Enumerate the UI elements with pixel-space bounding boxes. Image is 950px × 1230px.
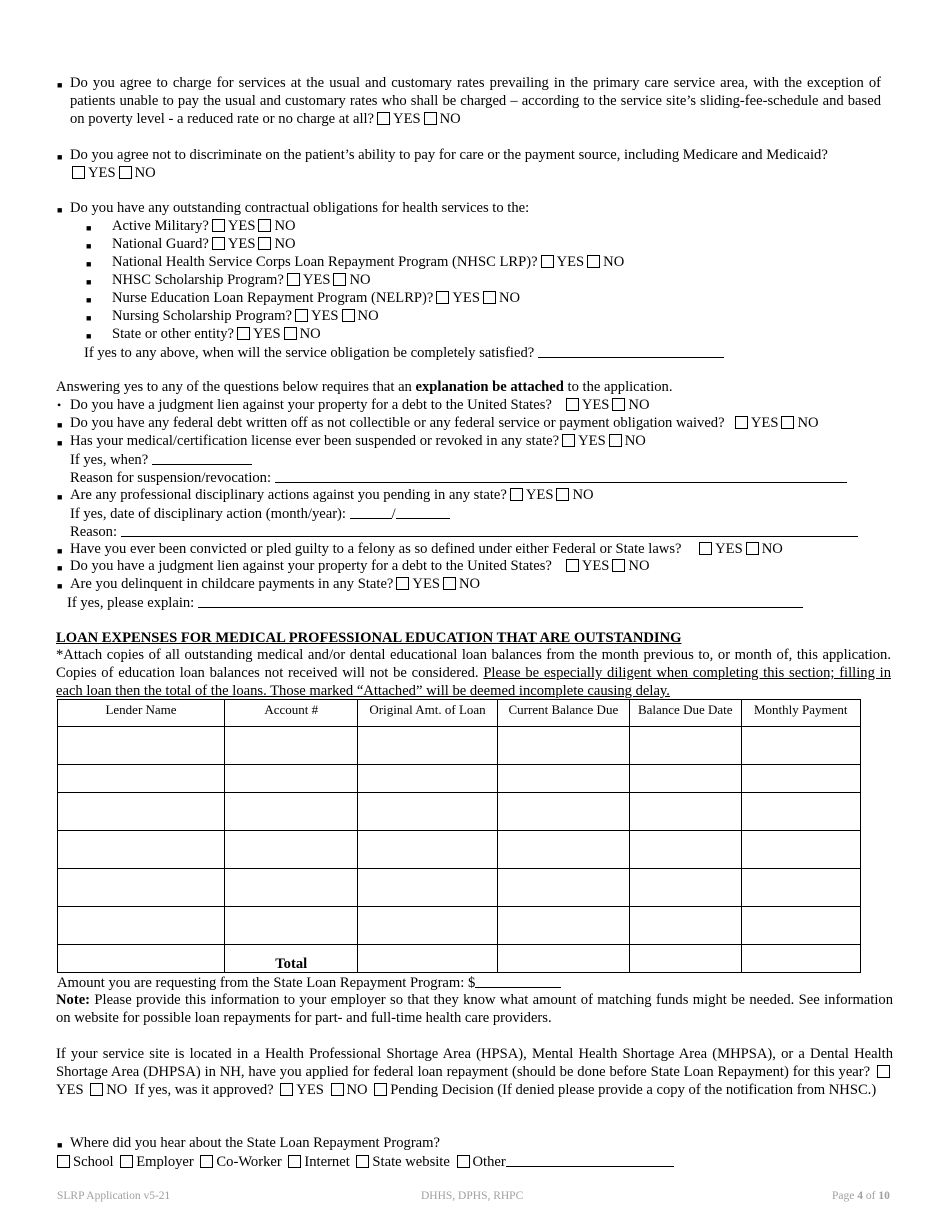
obligation-label: NHSC Scholarship Program? <box>112 272 284 288</box>
table-cell[interactable] <box>630 831 741 869</box>
checkbox-no[interactable] <box>746 542 759 555</box>
question-text: Do you have a judgment lien against your property for a debt to the United States? <box>70 558 552 574</box>
bullet-icon: ■ <box>57 205 63 215</box>
date-label: If yes, date of disciplinary action (month/year): <box>70 506 346 522</box>
no-label: NO <box>628 397 650 413</box>
intro-text-end: to the application. <box>563 379 673 395</box>
checkbox-yes[interactable] <box>510 488 523 501</box>
page-prefix: Page <box>832 1190 858 1202</box>
question-non-discrimination <box>70 146 890 182</box>
column-header: Balance Due Date <box>630 700 741 727</box>
checkbox-yes[interactable] <box>699 542 712 555</box>
checkbox-no[interactable] <box>483 291 496 304</box>
no-label: NO <box>572 487 594 503</box>
question-text: Do you have any federal debt written off as not collectible or any federal service or payment obligation waived? <box>70 415 725 431</box>
disciplinary-reason-field[interactable] <box>121 522 858 537</box>
table-row <box>58 765 861 793</box>
question-text: Are any professional disciplinary actions against you pending in any state? <box>70 487 507 503</box>
table-row <box>58 727 861 765</box>
checkbox-no[interactable] <box>612 398 625 411</box>
checkbox-yes[interactable] <box>237 327 250 340</box>
option-label: Employer <box>136 1154 194 1170</box>
explanation-intro <box>56 378 673 396</box>
checkbox-no[interactable] <box>781 416 794 429</box>
question-disciplinary <box>70 486 594 504</box>
checkbox-no[interactable] <box>119 166 132 179</box>
page-current: 4 <box>857 1190 863 1202</box>
table-cell[interactable] <box>741 831 861 869</box>
explain-label: If yes, please explain: <box>67 595 195 611</box>
hpsa-paragraph <box>56 1045 893 1099</box>
question-text: Do you have a judgment lien against your property for a debt to the United States? <box>70 397 552 413</box>
table-cell[interactable] <box>358 831 497 869</box>
yes-label: YES <box>750 415 779 431</box>
yes-label: YES <box>56 1082 84 1098</box>
question-text: Have you ever been convicted or pled guilty to a felony as so defined under either Federal or State laws? <box>70 541 682 557</box>
checkbox-approved-yes[interactable] <box>280 1083 293 1096</box>
question-federal-debt <box>70 414 819 432</box>
table-row <box>58 869 861 907</box>
bullet-icon: ■ <box>57 80 63 90</box>
loans-table <box>57 699 861 973</box>
page-of: of <box>862 1190 879 1202</box>
total-monthly-cell[interactable] <box>741 945 861 973</box>
bullet-icon: ■ <box>86 295 92 305</box>
table-cell[interactable] <box>497 727 629 765</box>
yes-label: YES <box>227 218 256 234</box>
checkbox-no[interactable] <box>443 577 456 590</box>
checkbox-no[interactable] <box>587 255 600 268</box>
table-cell[interactable] <box>630 727 741 765</box>
no-label: NO <box>274 218 296 234</box>
yes-label: YES <box>715 541 743 557</box>
table-cell[interactable] <box>741 793 861 831</box>
yes-label: YES <box>393 111 421 127</box>
question-usual-rates <box>70 74 881 128</box>
table-cell[interactable] <box>58 727 225 765</box>
no-label: NO <box>498 290 521 306</box>
checkbox-yes[interactable] <box>287 273 300 286</box>
amount-requesting-row <box>57 973 561 992</box>
license-reason-field[interactable] <box>275 468 847 483</box>
checkbox-yes[interactable] <box>212 219 225 232</box>
bullet-icon: ■ <box>86 259 92 269</box>
yes-label: YES <box>525 487 554 503</box>
checkbox-school[interactable] <box>57 1155 70 1168</box>
license-when-field[interactable] <box>152 450 252 465</box>
yes-label: YES <box>556 254 585 270</box>
no-label: NO <box>439 111 461 127</box>
checkbox-no[interactable] <box>333 273 346 286</box>
obligation-followup <box>84 343 724 362</box>
bullet-icon: ■ <box>57 152 63 162</box>
checkbox-no[interactable] <box>258 237 271 250</box>
question-felony <box>70 540 783 558</box>
obligation-label: Nursing Scholarship Program? <box>112 308 292 324</box>
checkbox-yes[interactable] <box>212 237 225 250</box>
table-row <box>58 907 861 945</box>
yes-label: YES <box>88 165 116 181</box>
yes-label: YES <box>302 272 331 288</box>
total-row <box>58 945 861 973</box>
checkbox-yes[interactable] <box>396 577 409 590</box>
obligation-date-field[interactable] <box>538 343 724 358</box>
checkbox-yes[interactable] <box>735 416 748 429</box>
pending-label: Pending Decision (If denied please provide a copy of the notification from NHSC.) <box>390 1082 877 1098</box>
table-cell[interactable] <box>225 765 358 793</box>
bullet-icon: ■ <box>57 563 63 573</box>
yes-label: YES <box>412 576 440 592</box>
table-cell[interactable] <box>497 831 629 869</box>
question-judgment-lien-2 <box>70 557 650 575</box>
table-cell[interactable] <box>497 765 629 793</box>
license-when-row <box>70 450 252 469</box>
yes-label: YES <box>296 1082 324 1098</box>
intro-text: Answering yes to any of the questions below requires that an <box>56 379 416 395</box>
table-cell[interactable] <box>358 869 497 907</box>
table-cell[interactable] <box>358 765 497 793</box>
question-obligations: Do you have any outstanding contractual obligations for health services to the: <box>70 200 530 216</box>
checkbox-state-website[interactable] <box>356 1155 369 1168</box>
table-cell[interactable] <box>741 765 861 793</box>
date-separator: / <box>391 506 396 522</box>
other-field[interactable] <box>506 1152 674 1167</box>
table-cell[interactable] <box>630 869 741 907</box>
no-label: NO <box>357 308 379 324</box>
childcare-explain-row <box>67 593 803 612</box>
checkbox-no[interactable] <box>609 434 622 447</box>
checkbox-coworker[interactable] <box>200 1155 213 1168</box>
disciplinary-reason-row <box>70 522 858 541</box>
question-text: Do you agree not to discriminate on the patient’s ability to pay for care or the payment source, including Medicare and Medicaid? <box>70 147 828 163</box>
table-cell[interactable] <box>225 793 358 831</box>
table-cell[interactable] <box>741 907 861 945</box>
option-label: Other <box>472 1154 506 1170</box>
yes-label: YES <box>581 558 610 574</box>
checkbox-internet[interactable] <box>288 1155 301 1168</box>
table-header-row <box>58 700 861 727</box>
no-label: NO <box>624 433 646 449</box>
disciplinary-month-field[interactable] <box>350 504 392 519</box>
table-cell[interactable] <box>630 793 741 831</box>
option-label: School <box>73 1154 114 1170</box>
total-label: Total <box>225 945 358 973</box>
loans-heading: LOAN EXPENSES FOR MEDICAL PROFESSIONAL EDUCATION THAT ARE OUTSTANDING <box>56 630 682 646</box>
bullet-icon: ■ <box>86 331 92 341</box>
question-text: Are you delinquent in childcare payments in any State? <box>70 576 394 592</box>
followup-label: If yes to any above, when will the service obligation be completely satisfied? <box>84 345 535 361</box>
table-row <box>58 793 861 831</box>
table-cell[interactable] <box>497 793 629 831</box>
loans-instructions <box>56 646 891 700</box>
yes-label: YES <box>578 433 606 449</box>
checkbox-yes[interactable] <box>295 309 308 322</box>
obligation-label: State or other entity? <box>112 326 234 342</box>
no-label: NO <box>458 576 481 592</box>
bullet-icon: ■ <box>86 241 92 251</box>
yes-label: YES <box>252 326 281 342</box>
checkbox-yes[interactable] <box>541 255 554 268</box>
checkbox-yes[interactable] <box>436 291 449 304</box>
table-cell[interactable] <box>497 907 629 945</box>
footer-page-number <box>832 1187 890 1205</box>
column-header: Monthly Payment <box>741 700 861 727</box>
checkbox-no[interactable] <box>90 1083 103 1096</box>
checkbox-yes[interactable] <box>877 1065 890 1078</box>
when-label: If yes, when? <box>70 452 149 468</box>
instructions-text: *Attach copies of all outstanding medical and/or dental educational loan balances from the month previous to, or month of, this application. Copies of education loan balances not received will not be considered. <box>56 647 891 681</box>
amount-requesting-field[interactable] <box>475 973 561 988</box>
column-header: Original Amt. of Loan <box>358 700 497 727</box>
table-cell[interactable] <box>630 907 741 945</box>
table-row <box>58 831 861 869</box>
table-cell[interactable] <box>630 945 741 973</box>
table-cell[interactable] <box>58 831 225 869</box>
table-cell[interactable] <box>225 727 358 765</box>
no-label: NO <box>346 1082 368 1098</box>
note-label: Note: <box>56 992 91 1008</box>
footer-version: SLRP Application v5-21 <box>57 1190 171 1202</box>
question-text: Do you agree to charge for services at the usual and customary rates prevailing in the primary care service area, with the exception of patients unable to pay the usual and customary rates who shall be charged – according to the service site’s sliding-fee-schedule and based on poverty level - a reduced rate or no charge at all? <box>70 75 881 127</box>
yes-label: YES <box>227 236 256 252</box>
checkbox-pending[interactable] <box>374 1083 387 1096</box>
obligation-label: National Guard? <box>112 236 209 252</box>
bullet-icon: ■ <box>57 420 63 430</box>
no-label: NO <box>628 558 650 574</box>
hpsa-question: If your service site is located in a Health Professional Shortage Area (HPSA), Mental Health Shortage Area (MHPSA), or a Dental Health Shortage Area (DHPSA) in NH, have you applied for federal loan repayment (should be done before State Loan Repayment) for this year? <box>56 1046 893 1080</box>
license-reason-row <box>70 468 847 487</box>
table-cell[interactable] <box>741 727 861 765</box>
table-cell <box>58 945 225 973</box>
table-cell[interactable] <box>225 907 358 945</box>
question-childcare <box>70 575 480 593</box>
no-label: NO <box>274 236 296 252</box>
table-cell[interactable] <box>58 869 225 907</box>
table-cell[interactable] <box>358 793 497 831</box>
question-text: Has your medical/certification license ever been suspended or revoked in any state? <box>70 433 560 449</box>
column-header: Account # <box>225 700 358 727</box>
question-judgment-lien <box>70 396 650 414</box>
bullet-icon: ■ <box>86 277 92 287</box>
obligation-label: National Health Service Corps Loan Repayment Program (NHSC LRP)? <box>112 254 538 270</box>
instructions-underlined: Please be especially diligent when completing this section; filling in each loan then the total of the loans. Those marked “Attached” will be deemed incomplete causing delay. <box>56 665 891 699</box>
yes-label: YES <box>452 290 480 306</box>
checkbox-yes[interactable] <box>72 166 85 179</box>
option-label: Internet <box>304 1154 350 1170</box>
bullet-icon: • <box>57 398 62 412</box>
checkbox-approved-no[interactable] <box>331 1083 344 1096</box>
table-cell[interactable] <box>741 869 861 907</box>
bullet-icon: ■ <box>57 438 63 448</box>
total-balance-cell[interactable] <box>497 945 629 973</box>
total-original-cell[interactable] <box>358 945 497 973</box>
no-label: NO <box>797 415 819 431</box>
question-license-suspended <box>70 432 646 450</box>
checkbox-no[interactable] <box>612 559 625 572</box>
checkbox-no[interactable] <box>556 488 569 501</box>
checkbox-no[interactable] <box>424 112 437 125</box>
checkbox-no[interactable] <box>258 219 271 232</box>
no-label: NO <box>603 254 625 270</box>
checkbox-yes[interactable] <box>566 559 579 572</box>
table-cell[interactable] <box>358 727 497 765</box>
checkbox-yes[interactable] <box>566 398 579 411</box>
reason-label: Reason for suspension/revocation: <box>70 470 272 486</box>
yes-label: YES <box>581 397 610 413</box>
column-header: Current Balance Due <box>497 700 629 727</box>
approved-question: If yes, was it approved? <box>134 1082 274 1098</box>
yes-label: YES <box>310 308 339 324</box>
table-cell[interactable] <box>497 869 629 907</box>
table-cell[interactable] <box>58 765 225 793</box>
table-cell[interactable] <box>58 793 225 831</box>
no-label: NO <box>106 1082 128 1098</box>
page-total: 10 <box>878 1190 890 1202</box>
hear-question: Where did you hear about the State Loan Repayment Program? <box>70 1135 440 1151</box>
table-cell[interactable] <box>630 765 741 793</box>
table-cell[interactable] <box>225 869 358 907</box>
table-cell[interactable] <box>358 907 497 945</box>
bullet-icon: ■ <box>86 223 92 233</box>
no-label: NO <box>299 326 321 342</box>
checkbox-no[interactable] <box>342 309 355 322</box>
bullet-icon: ■ <box>57 492 63 502</box>
footer-department: DHHS, DPHS, RHPC <box>421 1190 524 1202</box>
disciplinary-date-row <box>70 504 450 523</box>
obligation-label: Nurse Education Loan Repayment Program (NELRP)? <box>112 290 434 306</box>
option-label: State website <box>372 1154 450 1170</box>
bullet-icon: ■ <box>57 1140 63 1150</box>
disciplinary-year-field[interactable] <box>396 504 450 519</box>
table-cell[interactable] <box>58 907 225 945</box>
no-label: NO <box>761 541 783 557</box>
reason-label: Reason: <box>70 524 118 540</box>
checkbox-yes[interactable] <box>377 112 390 125</box>
hear-options <box>56 1152 674 1171</box>
checkbox-other[interactable] <box>457 1155 470 1168</box>
table-cell[interactable] <box>225 831 358 869</box>
employer-note <box>56 991 893 1027</box>
bullet-icon: ■ <box>57 546 63 556</box>
intro-bold: explanation be attached <box>415 379 564 395</box>
checkbox-employer[interactable] <box>120 1155 133 1168</box>
bullet-icon: ■ <box>57 581 63 591</box>
column-header: Lender Name <box>58 700 225 727</box>
checkbox-yes[interactable] <box>562 434 575 447</box>
obligation-label: Active Military? <box>112 218 209 234</box>
option-label: Co-Worker <box>216 1154 282 1170</box>
no-label: NO <box>349 272 371 288</box>
childcare-explain-field[interactable] <box>198 593 803 608</box>
bullet-icon: ■ <box>86 313 92 323</box>
amount-label: Amount you are requesting from the State Loan Repayment Program: $ <box>57 975 476 991</box>
checkbox-no[interactable] <box>284 327 297 340</box>
no-label: NO <box>134 165 156 181</box>
note-text: Please provide this information to your employer so that they know what amount of matching funds might be needed. See information on website for possible loan repayments for part- and full-time health care providers. <box>56 992 893 1026</box>
